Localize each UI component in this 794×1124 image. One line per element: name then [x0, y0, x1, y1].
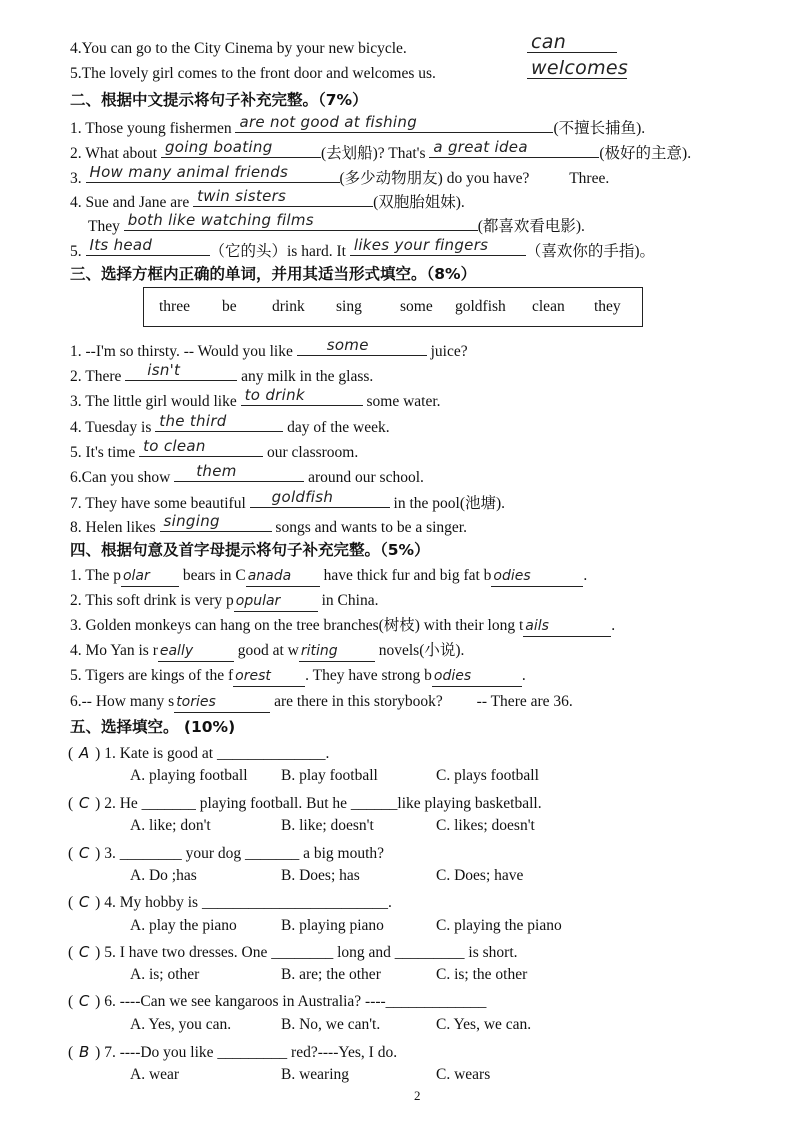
answer-blank[interactable]: olar	[121, 566, 179, 587]
mc-option: A. Yes, you can.	[130, 1016, 232, 1033]
word-box-item: some	[400, 298, 433, 315]
word-box-item: they	[594, 298, 621, 315]
word-box-item: drink	[272, 298, 305, 315]
section-heading: 二、根据中文提示将句子补充完整。（7%）	[70, 91, 368, 109]
word-box-item: goldfish	[455, 298, 506, 315]
question-line: They both like watching films (都喜欢看电影).	[88, 211, 585, 235]
mc-option: A. like; don't	[130, 817, 211, 834]
mc-answer[interactable]: C	[78, 844, 90, 862]
answer-blank[interactable]: likes your fingers	[350, 239, 526, 256]
answer-blank[interactable]: opular	[234, 591, 318, 612]
section-heading: 五、选择填空。 (10%)	[70, 718, 236, 736]
mc-option: B. play football	[281, 767, 378, 784]
question-line: 6.-- How many s tories are there in this storybook? -- There are 36.	[70, 692, 573, 713]
question-line: 2. What about going boating (去划船)? That's a great idea (极好的主意).	[70, 138, 692, 162]
question-line: 4. Mo Yan is r eally good at w riting novels(小说).	[70, 641, 464, 662]
answer-blank[interactable]: anada	[246, 566, 320, 587]
answer-blank[interactable]: can	[527, 36, 617, 59]
word-box	[143, 287, 643, 327]
question-line: 2. This soft drink is very p opular in China.	[70, 591, 378, 612]
mc-option: A. play the piano	[130, 917, 237, 934]
answer-blank[interactable]: odies	[491, 566, 583, 587]
mc-answer[interactable]: C	[78, 992, 90, 1010]
answer-blank[interactable]: riting	[299, 641, 375, 662]
answer-blank[interactable]: some	[297, 339, 427, 356]
answer-blank[interactable]: a great idea	[429, 141, 599, 158]
answer-blank[interactable]: ails	[523, 616, 611, 637]
mc-option: C. Yes, we can.	[436, 1016, 532, 1033]
mc-question: ( A ) 1. Kate is good at ______________.	[68, 744, 330, 762]
mc-question: ( C ) 6. ----Can we see kangaroos in Australia? ----_____________	[68, 992, 487, 1010]
answer-blank[interactable]: orest	[233, 666, 305, 687]
answer-blank[interactable]: singing	[160, 515, 272, 532]
mc-option: A. playing football	[130, 767, 248, 784]
mc-option: A. wear	[130, 1066, 180, 1083]
answer-blank[interactable]: goldfish	[250, 491, 390, 508]
question-line: 2. There isn't any milk in the glass.	[70, 361, 374, 385]
mc-option: B. playing piano	[281, 917, 384, 934]
question-line: 3. The little girl would like to drink some water.	[70, 386, 441, 410]
mc-question: ( C ) 2. He _______ playing football. But he ______like playing basketball.	[68, 794, 542, 812]
answer-blank[interactable]: odies	[432, 666, 522, 687]
answer-blank[interactable]: How many animal friends	[86, 166, 340, 183]
word-box-item: clean	[532, 298, 565, 315]
mc-option: C. likes; doesn't	[436, 817, 535, 834]
mc-question: ( C ) 4. My hobby is ________________________.	[68, 893, 392, 911]
question-line: 5. Tigers are kings of the f orest . They have strong b odies .	[70, 666, 526, 687]
question-line: 1. The p olar bears in C anada have thick fur and big fat b odies .	[70, 566, 587, 587]
answer-blank[interactable]: both like watching films	[124, 214, 478, 231]
mc-answer[interactable]: C	[78, 943, 90, 961]
mc-option: C. is; the other	[436, 966, 528, 983]
mc-answer[interactable]: B	[79, 1043, 90, 1061]
mc-question: ( C ) 5. I have two dresses. One ________ long and _________ is short.	[68, 943, 518, 961]
mc-answer[interactable]: A	[79, 744, 90, 762]
section-heading: 四、根据句意及首字母提示将句子补充完整。（5%）	[70, 541, 430, 559]
answer-blank[interactable]: Its head	[86, 239, 210, 256]
word-box-item: sing	[336, 298, 362, 315]
question-line: 1. Those young fishermen are not good at fishing (不擅长捕鱼).	[70, 113, 646, 137]
mc-option: C. Does; have	[436, 867, 524, 884]
answer-blank[interactable]: going boating	[161, 141, 321, 158]
mc-option: A. Do ;has	[130, 867, 197, 884]
question-line: 5. Its head （它的头）is hard. It likes your fingers （喜欢你的手指)。	[70, 236, 656, 260]
question-line: 4.You can go to the City Cinema by your new bicycle.	[70, 40, 407, 57]
question-line: 8. Helen likes singing songs and wants to be a singer.	[70, 512, 467, 536]
answer-blank[interactable]: twin sisters	[193, 190, 373, 207]
word-box-item: three	[159, 298, 190, 315]
answer-blank[interactable]: them	[174, 465, 304, 482]
mc-option: B. No, we can't.	[281, 1016, 381, 1033]
question-line: 4. Sue and Jane are twin sisters (双胞胎姐妹).	[70, 187, 465, 211]
page-number: 2	[414, 1088, 421, 1103]
section-heading: 三、选择方框内正确的单词，并用其适当形式填空。（8%）	[70, 265, 477, 283]
answer-blank[interactable]: isn't	[125, 364, 237, 381]
question-line: 5. It's time to clean our classroom.	[70, 437, 359, 461]
answer-blank[interactable]: tories	[174, 692, 270, 713]
answer-blank[interactable]: to clean	[139, 440, 263, 457]
answer-blank[interactable]: to drink	[241, 389, 363, 406]
mc-option: B. like; doesn't	[281, 817, 374, 834]
mc-option: C. wears	[436, 1066, 491, 1083]
mc-answer[interactable]: C	[78, 893, 90, 911]
question-line: 7. They have some beautiful goldfish in the pool(池塘).	[70, 488, 506, 512]
mc-option: A. is; other	[130, 966, 200, 983]
question-line: 6.Can you show them around our school.	[70, 462, 424, 486]
question-line: 1. --I'm so thirsty. -- Would you like some juice?	[70, 336, 468, 360]
mc-question: ( C ) 3. ________ your dog _______ a big mouth?	[68, 844, 385, 862]
question-line: 5.The lovely girl comes to the front door and welcomes us.	[70, 65, 436, 82]
mc-option: C. plays football	[436, 767, 539, 784]
word-box-item: be	[222, 298, 237, 315]
answer-blank[interactable]: the third	[155, 415, 283, 432]
mc-option: C. playing the piano	[436, 917, 562, 934]
answer-blank[interactable]: welcomes	[527, 62, 627, 85]
answer-blank[interactable]: are not good at fishing	[235, 116, 553, 133]
mc-option: B. Does; has	[281, 867, 360, 884]
question-line: 4. Tuesday is the third day of the week.	[70, 412, 390, 436]
question-line: 3. How many animal friends (多少动物朋友) do you have? Three.	[70, 163, 610, 187]
answer-blank[interactable]: eally	[158, 641, 234, 662]
mc-option: B. wearing	[281, 1066, 350, 1083]
mc-answer[interactable]: C	[78, 794, 90, 812]
mc-option: B. are; the other	[281, 966, 381, 983]
question-line: 3. Golden monkeys can hang on the tree branches(树枝) with their long t ails .	[70, 616, 615, 637]
mc-question: ( B ) 7. ----Do you like _________ red?----Yes, I do.	[68, 1043, 398, 1061]
